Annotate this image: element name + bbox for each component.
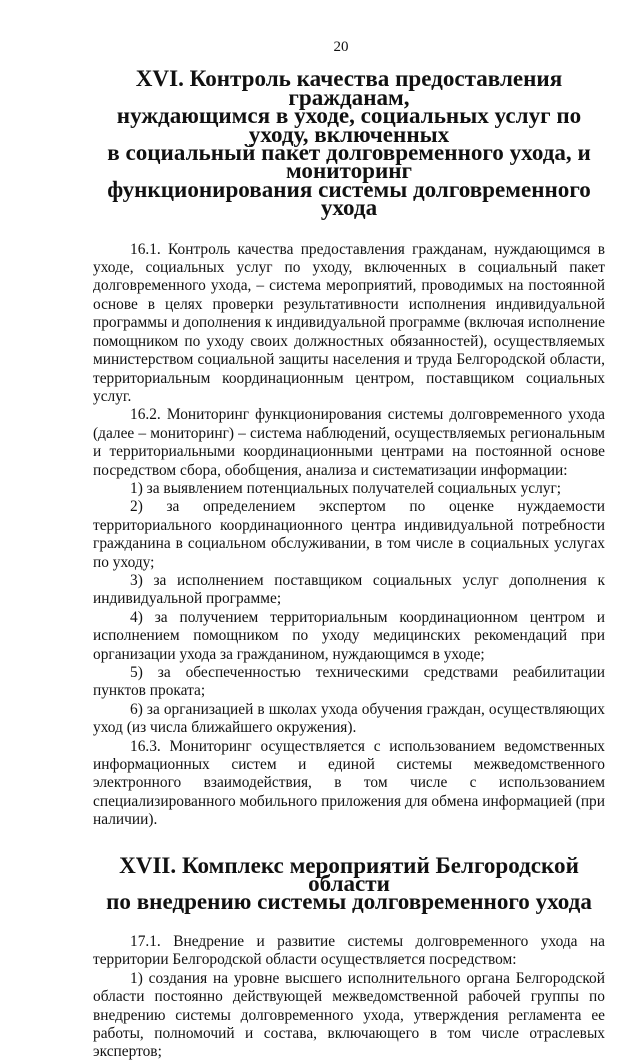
heading-line: нуждающимся в уходе, социальных услуг по уходу, включенных xyxy=(116,102,582,147)
paragraph-16-2: 16.2. Мониторинг функционирования системы долговременного ухода (далее – мониторинг) – система наблюдений, осуществляемых региональным и территориальными координационными центрами на постоянной основе посредством сбора, обобщения, анализа и систематизации информации: xyxy=(93,406,605,479)
list-item-6: 6) за организацией в школах ухода обучения граждан, осуществляющих уход (из числа ближайшего окружения). xyxy=(93,700,605,737)
paragraph-16-3: 16.3. Мониторинг осуществляется с использованием ведомственных информационных систем и единой системы межведомственного электронного взаимодействия, в том числе с использованием специализированного мобильного приложения для обмена информацией (при наличии). xyxy=(93,737,605,829)
list-item-1: 1) создания на уровне высшего исполнительного органа Белгородской области постоянно действующей межведомственной рабочей группы по внедрению системы долговременного ухода, утверждения регламента ее работы, полномочий и состава, включающего в том числе отраслевых экспертов; xyxy=(93,969,605,1061)
list-item-4: 4) за получением территориальным координационном центром и исполнением помощником по уходу медицинских рекомендаций при организации ухода за гражданином, нуждающимся в уходе; xyxy=(93,608,605,663)
heading-line: функционирования системы долговременного ухода xyxy=(107,175,591,221)
heading-line: по внедрению системы долговременного ухода xyxy=(106,888,592,915)
paragraph-16-1: 16.1. Контроль качества предоставления гражданам, нуждающимся в уходе, социальных услуг по уходу, включенных в социальный пакет долговременного ухода, – система мероприятий, проводимых на постоянной основе в целях проверки результативности исполнения индивидуальной программы и дополнения к индивидуальной программе (включая исполнение помощником по уходу своих должностных обязанностей), осуществляемых министерством социальной защиты населения и труда Белгородской области, территориальным координационным центром, поставщиком социальных услуг. xyxy=(93,240,605,405)
heading-line: XVI. Контроль качества предоставления гражданам, xyxy=(135,65,563,110)
section-17-body xyxy=(93,933,605,1062)
heading-line: в социальный пакет долговременного ухода, и мониторинг xyxy=(107,139,591,184)
list-item-5: 5) за обеспеченностью техническими средствами реабилитации пунктов проката; xyxy=(93,664,605,700)
section-17-heading xyxy=(93,851,605,915)
heading-line: XVII. Комплекс мероприятий Белгородской области xyxy=(119,851,579,897)
paragraph-17-1: 17.1. Внедрение и развитие системы долговременного ухода на территории Белгородской области осуществляется посредством: xyxy=(93,932,605,969)
list-item-2: 2) за определением экспертом по оценке нуждаемости территориального координационного центра индивидуальной потребности гражданина в социальном обслуживании, в том числе в социальных услугах по уходу; xyxy=(93,498,605,571)
page-number: 20 xyxy=(333,39,349,55)
list-item-1: 1) за выявлением потенциальных получателей социальных услуг; xyxy=(130,479,562,497)
section-16-body xyxy=(93,241,605,830)
list-item-3: 3) за исполнением поставщиком социальных услуг дополнения к индивидуальной программе; xyxy=(93,571,605,608)
section-16-heading xyxy=(93,65,605,221)
